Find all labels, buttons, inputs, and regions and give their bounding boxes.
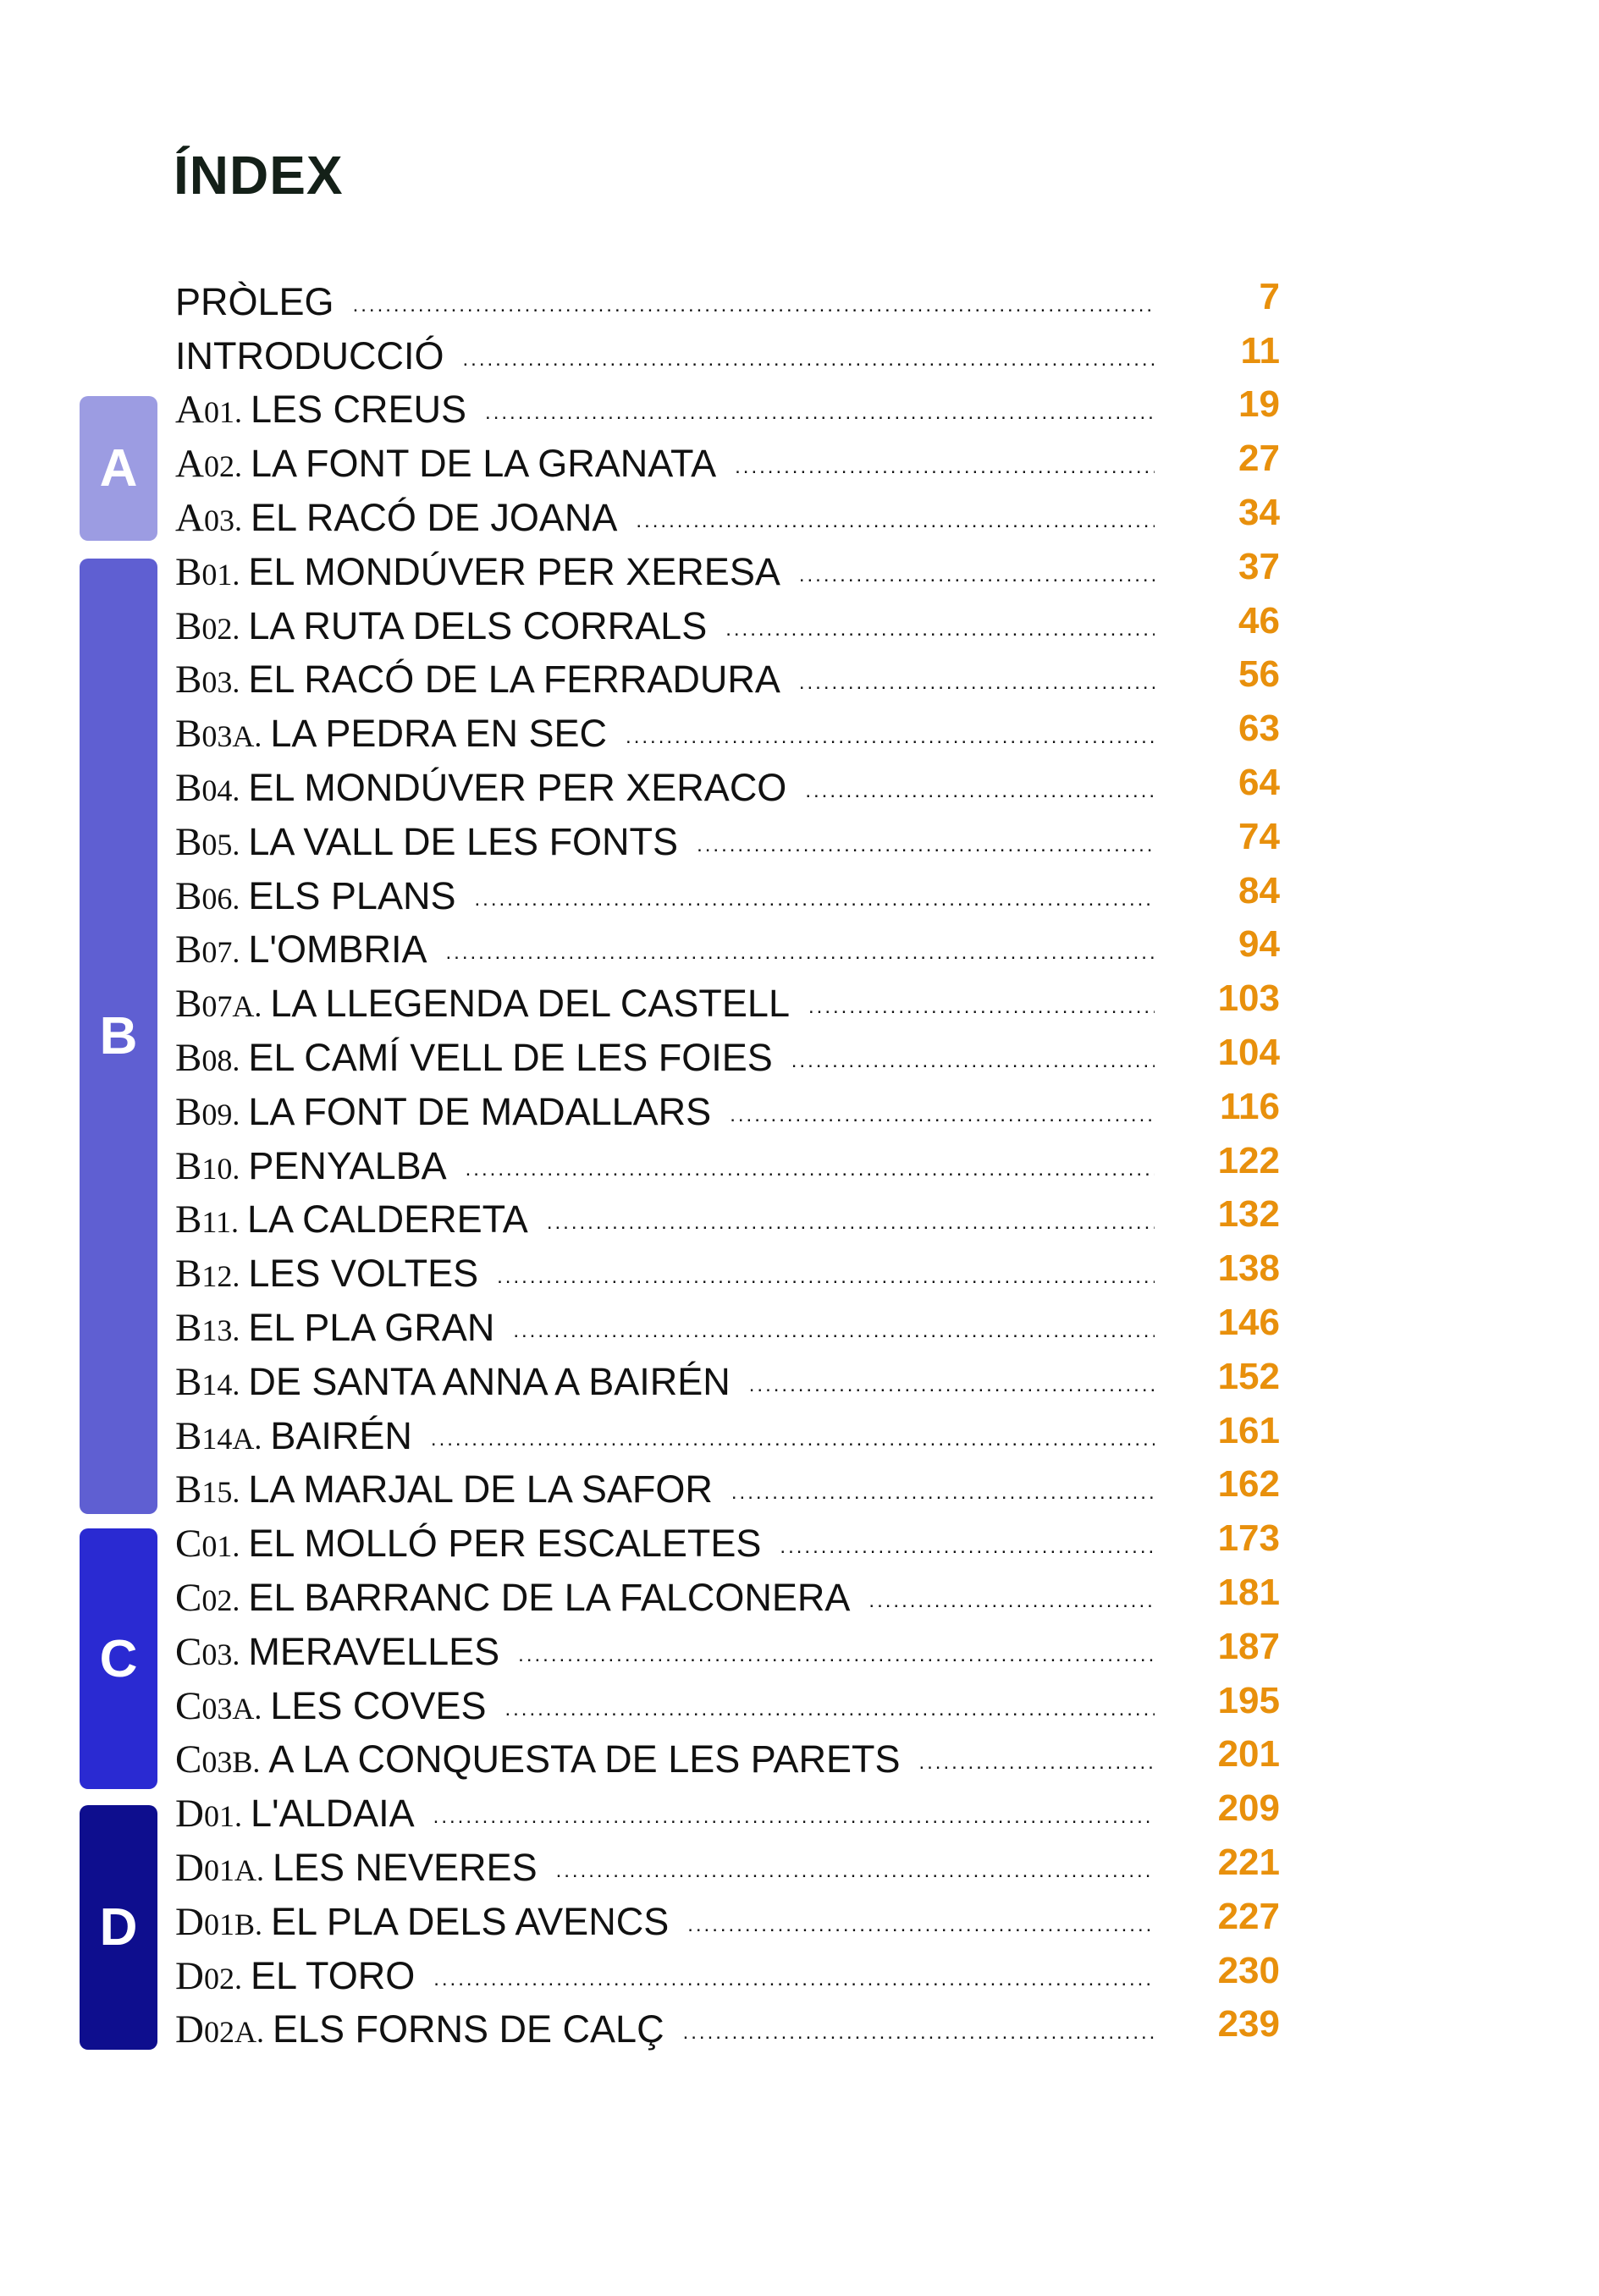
entry-page-number: 239	[1217, 2003, 1280, 2045]
entry-page-number: 64	[1238, 762, 1280, 804]
dot-leader	[513, 1319, 1155, 1355]
entry-page-number: 201	[1217, 1733, 1280, 1776]
entry-page-number: 209	[1217, 1787, 1280, 1830]
entry-page-number: 138	[1217, 1247, 1280, 1290]
dot-leader	[433, 1805, 1155, 1841]
entry-page-number: 187	[1217, 1625, 1280, 1667]
section-tab-label: B	[99, 1007, 138, 1065]
index-entry[interactable]	[175, 599, 1280, 653]
section-tab-b	[80, 559, 157, 1514]
dot-leader	[505, 1698, 1155, 1733]
dot-leader	[497, 1265, 1155, 1301]
entry-title: LA LLEGENDA DEL CASTELL	[270, 982, 790, 1026]
entry-title: ELS FORNS DE CALÇ	[272, 2007, 664, 2051]
entry-title: EL BARRANC DE LA FALCONERA	[248, 1576, 851, 1620]
dot-leader	[697, 834, 1155, 869]
entry-code: C02.	[175, 1576, 240, 1621]
entry-page-number: 122	[1217, 1139, 1280, 1181]
entry-title: LA FONT DE LA GRANATA	[250, 442, 717, 486]
entry-title: PRÒLEG	[175, 279, 334, 323]
entry-page-number: 103	[1217, 977, 1280, 1020]
section-tab-label: C	[99, 1629, 138, 1688]
entry-title: LES VOLTES	[248, 1252, 479, 1296]
index-entry[interactable]	[175, 1031, 1280, 1085]
entry-page-number: 230	[1217, 1949, 1280, 1991]
index-entry[interactable]	[175, 2003, 1280, 2057]
index-list	[175, 275, 1280, 2056]
dot-leader	[485, 401, 1155, 437]
dot-leader	[556, 1859, 1155, 1895]
entry-title: ELS PLANS	[248, 873, 456, 917]
index-entry[interactable]	[175, 923, 1280, 977]
entry-page-number: 56	[1238, 653, 1280, 696]
index-entry[interactable]	[175, 275, 1280, 329]
dot-leader	[730, 1104, 1155, 1139]
entry-title: EL CAMÍ VELL DE LES FOIES	[248, 1036, 773, 1080]
dot-leader	[731, 1481, 1155, 1517]
entry-title: EL MONDÚVER PER XERESA	[248, 549, 780, 593]
index-entry[interactable]	[175, 1301, 1280, 1355]
entry-title: LES NEVERES	[272, 1846, 538, 1889]
dot-leader	[780, 1535, 1155, 1571]
index-entry[interactable]	[175, 1895, 1280, 1949]
index-entry[interactable]	[175, 1841, 1280, 1895]
dot-leader	[475, 888, 1155, 923]
index-entry[interactable]	[175, 1139, 1280, 1193]
index-entry[interactable]	[175, 1463, 1280, 1517]
entry-page-number: 37	[1238, 545, 1280, 587]
entry-page-number: 221	[1217, 1842, 1280, 1883]
entry-code: C03.	[175, 1629, 240, 1674]
entry-code: C03A.	[175, 1683, 262, 1728]
entry-title: EL PLA GRAN	[248, 1306, 495, 1350]
entry-page-number: 27	[1238, 438, 1280, 480]
entry-code: A03.	[175, 496, 242, 541]
entry-page-number: 173	[1217, 1517, 1280, 1560]
entry-page-number: 162	[1217, 1463, 1280, 1506]
index-entry[interactable]	[175, 1787, 1280, 1841]
dot-leader	[433, 1968, 1155, 2003]
entry-page-number: 34	[1238, 492, 1280, 534]
entry-page-number: 19	[1238, 383, 1280, 426]
entry-title: DE SANTA ANNA A BAIRÉN	[248, 1359, 731, 1403]
entry-page-number: 132	[1217, 1193, 1280, 1236]
entry-title: LES CREUS	[250, 388, 467, 432]
entry-title: MERAVELLES	[248, 1629, 500, 1673]
entry-code: B15.	[175, 1467, 240, 1512]
entry-code: D02A.	[175, 2007, 264, 2052]
entry-code: B02.	[175, 603, 240, 648]
section-tab-label: D	[99, 1898, 138, 1957]
dot-leader	[735, 455, 1155, 491]
dot-leader	[518, 1644, 1155, 1679]
entry-title: LA PEDRA EN SEC	[270, 712, 608, 756]
index-entry[interactable]	[175, 1517, 1280, 1571]
entry-title: L'ALDAIA	[250, 1792, 415, 1836]
index-entry[interactable]	[175, 383, 1280, 438]
entry-code: A01.	[175, 388, 242, 432]
dot-leader	[805, 779, 1155, 815]
dot-leader	[687, 1913, 1155, 1949]
dot-leader	[749, 1374, 1155, 1409]
entry-title: PENYALBA	[248, 1143, 447, 1187]
dot-leader	[466, 1158, 1155, 1193]
index-entry[interactable]	[175, 1247, 1280, 1301]
entry-page-number: 146	[1217, 1302, 1280, 1344]
index-entry[interactable]	[175, 1355, 1280, 1409]
index-entry[interactable]	[175, 815, 1280, 869]
dot-leader	[547, 1211, 1155, 1247]
entry-page-number: 181	[1217, 1572, 1280, 1614]
index-entry[interactable]	[175, 1733, 1280, 1787]
section-tab-d	[80, 1805, 157, 2050]
entry-code: B10.	[175, 1143, 240, 1188]
page-title: ÍNDEX	[174, 145, 344, 206]
entry-code: B07A.	[175, 982, 262, 1027]
entry-code: D01.	[175, 1792, 242, 1836]
index-entry[interactable]	[175, 761, 1280, 815]
entry-title: BAIRÉN	[270, 1413, 412, 1457]
entry-page-number: 84	[1238, 869, 1280, 911]
index-entry[interactable]	[175, 1409, 1280, 1463]
entry-page-number: 94	[1238, 923, 1280, 966]
dot-leader	[791, 1049, 1155, 1085]
entry-code: B11.	[175, 1198, 240, 1242]
entry-page-number: 116	[1220, 1085, 1280, 1127]
entry-title: INTRODUCCIÓ	[175, 333, 444, 377]
entry-title: EL MONDÚVER PER XERACO	[248, 766, 787, 810]
entry-title: LES COVES	[270, 1683, 487, 1727]
index-entry[interactable]	[175, 329, 1280, 383]
entry-title: EL TORO	[250, 1953, 416, 1997]
index-entry[interactable]	[175, 1571, 1280, 1625]
entry-code: A02.	[175, 442, 242, 487]
entry-code: B01.	[175, 549, 240, 594]
entry-page-number: 74	[1238, 815, 1280, 857]
dot-leader	[725, 618, 1155, 653]
entry-code: B12.	[175, 1252, 240, 1297]
dot-leader	[918, 1751, 1155, 1787]
entry-page-number: 104	[1217, 1032, 1280, 1074]
entry-code: B09.	[175, 1089, 240, 1134]
entry-page-number: 46	[1238, 599, 1280, 641]
index-entry[interactable]	[175, 1085, 1280, 1139]
dot-leader	[626, 725, 1155, 761]
entry-code: B06.	[175, 873, 240, 918]
entry-code: D02.	[175, 1953, 242, 1998]
section-tab-a	[80, 396, 157, 541]
section-tab-label: A	[99, 439, 138, 498]
entry-page-number: 227	[1217, 1895, 1280, 1937]
entry-code: B14.	[175, 1359, 240, 1404]
index-entry[interactable]	[175, 1949, 1280, 2003]
entry-page-number: 7	[1259, 275, 1280, 317]
index-entry[interactable]	[175, 1625, 1280, 1679]
index-entry[interactable]	[175, 437, 1280, 491]
entry-code: D01A.	[175, 1846, 264, 1890]
entry-title: LA MARJAL DE LA SAFOR	[248, 1467, 713, 1511]
entry-code: C01.	[175, 1522, 240, 1566]
entry-page-number: 195	[1217, 1679, 1280, 1721]
index-entry[interactable]	[175, 653, 1280, 708]
entry-code: C03B.	[175, 1737, 261, 1782]
entry-code: D01B.	[175, 1899, 262, 1944]
entry-title: LA CALDERETA	[247, 1198, 528, 1242]
dot-leader	[799, 564, 1155, 599]
index-entry[interactable]	[175, 491, 1280, 545]
entry-code: B03.	[175, 658, 240, 702]
dot-leader	[683, 2021, 1155, 2056]
index-entry[interactable]	[175, 545, 1280, 599]
entry-code: B08.	[175, 1036, 240, 1081]
entry-title: EL RACÓ DE JOANA	[250, 496, 618, 540]
entry-title: LA VALL DE LES FONTS	[248, 819, 679, 863]
dot-leader	[431, 1428, 1155, 1463]
entry-page-number: 63	[1238, 708, 1280, 750]
entry-code: B04.	[175, 766, 240, 811]
section-tab-c	[80, 1528, 157, 1789]
entry-page-number: 11	[1240, 329, 1280, 372]
dot-leader	[462, 348, 1155, 383]
index-entry[interactable]	[175, 1679, 1280, 1733]
entry-page-number: 152	[1217, 1355, 1280, 1397]
entry-title: L'OMBRIA	[248, 928, 427, 972]
dot-leader	[636, 509, 1155, 545]
dot-leader	[808, 995, 1155, 1031]
entry-code: B03A.	[175, 712, 262, 757]
entry-title: LA FONT DE MADALLARS	[248, 1089, 712, 1133]
dot-leader	[446, 941, 1155, 977]
entry-title: LA RUTA DELS CORRALS	[248, 603, 708, 647]
dot-leader	[353, 294, 1155, 329]
entry-code: B14A.	[175, 1413, 262, 1458]
entry-code: B05.	[175, 819, 240, 864]
index-entry[interactable]	[175, 707, 1280, 761]
index-entry[interactable]	[175, 1193, 1280, 1247]
dot-leader	[799, 671, 1155, 707]
entry-code: B07.	[175, 928, 240, 972]
index-entry[interactable]	[175, 977, 1280, 1031]
entry-title: EL RACÓ DE LA FERRADURA	[248, 658, 780, 702]
index-entry[interactable]	[175, 869, 1280, 923]
dot-leader	[868, 1589, 1155, 1625]
entry-page-number: 161	[1217, 1409, 1280, 1451]
entry-title: EL PLA DELS AVENCS	[270, 1899, 670, 1943]
entry-title: EL MOLLÓ PER ESCALETES	[248, 1522, 762, 1566]
entry-code: B13.	[175, 1306, 240, 1351]
entry-title: A LA CONQUESTA DE LES PARETS	[268, 1737, 901, 1781]
